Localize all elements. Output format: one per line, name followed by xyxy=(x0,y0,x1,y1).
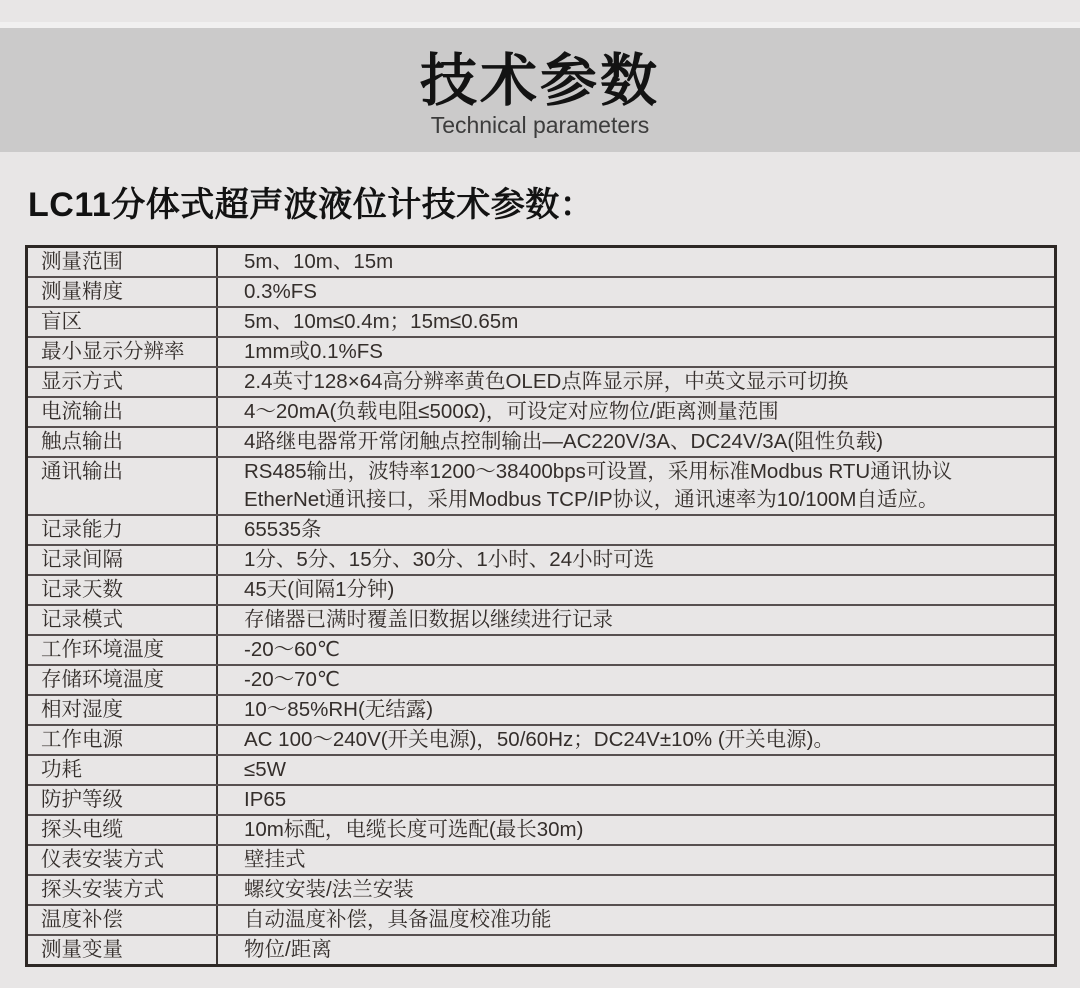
param-label: 功耗 xyxy=(41,758,82,781)
param-cell xyxy=(28,338,218,366)
page-subtitle: Technical parameters xyxy=(430,112,650,138)
param-cell xyxy=(28,756,218,784)
param-cell xyxy=(28,546,218,574)
param-label: 仪表安装方式 xyxy=(41,848,164,871)
table-row xyxy=(28,634,1054,664)
param-label: 防护等级 xyxy=(41,788,123,811)
param-label: 记录天数 xyxy=(41,578,123,601)
param-label: 盲区 xyxy=(41,310,82,333)
value-cell xyxy=(218,248,1054,276)
param-label: 工作环境温度 xyxy=(41,638,164,661)
param-label: 相对湿度 xyxy=(41,698,123,721)
param-cell xyxy=(28,696,218,724)
param-cell xyxy=(28,368,218,396)
value-text: 物位/距离 xyxy=(244,938,332,961)
table-row xyxy=(28,276,1054,306)
param-cell xyxy=(28,398,218,426)
page-title: 技术参数 xyxy=(420,49,660,113)
table-row xyxy=(28,336,1054,366)
value-text: 4路继电器常开常闭触点控制输出—AC220V/3A、DC24V/3A(阻性负载) xyxy=(244,430,884,453)
param-cell xyxy=(28,876,218,904)
param-cell xyxy=(28,636,218,664)
table-row xyxy=(28,306,1054,336)
value-cell xyxy=(218,606,1054,634)
param-label: 测量变量 xyxy=(41,938,123,961)
value-text: 1分、5分、15分、30分、1小时、24小时可选 xyxy=(244,548,655,571)
param-cell xyxy=(28,308,218,336)
table-row xyxy=(28,694,1054,724)
value-text: 存储器已满时覆盖旧数据以继续进行记录 xyxy=(244,608,613,631)
param-label: 记录间隔 xyxy=(41,548,123,571)
table-row xyxy=(28,724,1054,754)
param-label: 通讯输出 xyxy=(41,460,123,483)
value-cell xyxy=(218,696,1054,724)
value-text: 0.3%FS xyxy=(244,280,317,303)
param-cell xyxy=(28,576,218,604)
table-row xyxy=(28,574,1054,604)
param-label: 探头安装方式 xyxy=(41,878,164,901)
param-label: 最小显示分辨率 xyxy=(41,340,185,363)
param-cell xyxy=(28,606,218,634)
param-label: 探头电缆 xyxy=(41,818,123,841)
table-row xyxy=(28,934,1054,964)
spec-table xyxy=(25,245,1057,967)
value-text: 自动温度补偿，具备温度校准功能 xyxy=(244,908,552,931)
table-row xyxy=(28,366,1054,396)
param-label: 存储环境温度 xyxy=(41,668,164,691)
param-label: 触点输出 xyxy=(41,430,123,453)
value-cell xyxy=(218,516,1054,544)
value-cell xyxy=(218,756,1054,784)
value-cell xyxy=(218,876,1054,904)
param-label: 测量范围 xyxy=(41,250,123,273)
param-label: 温度补偿 xyxy=(41,908,123,931)
value-cell xyxy=(218,338,1054,366)
param-cell xyxy=(28,248,218,276)
param-label: 记录能力 xyxy=(41,518,123,541)
table-row xyxy=(28,426,1054,456)
value-cell xyxy=(218,576,1054,604)
value-text: 2.4英寸128×64高分辨率黄色OLED点阵显示屏，中英文显示可切换 xyxy=(244,370,849,393)
value-cell xyxy=(218,726,1054,754)
table-row xyxy=(28,604,1054,634)
value-text: IP65 xyxy=(244,788,287,811)
value-text: -20～70℃ xyxy=(244,668,340,691)
value-text: 5m、10m≤0.4m；15m≤0.65m xyxy=(244,310,519,333)
param-cell xyxy=(28,278,218,306)
value-cell xyxy=(218,636,1054,664)
param-cell xyxy=(28,458,218,514)
value-text: 1mm或0.1%FS xyxy=(244,340,383,363)
value-text: 10m标配，电缆长度可选配(最长30m) xyxy=(244,818,584,841)
value-text: RS485输出，波特率1200～38400bps可设置，采用标准Modbus RTU通讯协议 xyxy=(244,460,953,483)
value-text: 5m、10m、15m xyxy=(244,250,394,273)
param-cell xyxy=(28,516,218,544)
value-text: 45天(间隔1分钟) xyxy=(244,578,395,601)
param-cell xyxy=(28,666,218,694)
value-cell xyxy=(218,308,1054,336)
table-row xyxy=(28,456,1054,514)
table-row xyxy=(28,664,1054,694)
param-cell xyxy=(28,786,218,814)
param-label: 记录模式 xyxy=(41,608,123,631)
table-row xyxy=(28,754,1054,784)
table-row xyxy=(28,844,1054,874)
table-row xyxy=(28,904,1054,934)
table-row xyxy=(28,784,1054,814)
param-cell xyxy=(28,846,218,874)
param-label: 测量精度 xyxy=(41,280,123,303)
section-heading: LC11分体式超声波液位计技术参数： xyxy=(28,186,595,224)
value-cell xyxy=(218,368,1054,396)
table-row xyxy=(28,514,1054,544)
value-text: 壁挂式 xyxy=(244,848,306,871)
value-cell xyxy=(218,428,1054,456)
value-cell xyxy=(218,846,1054,874)
value-text: AC 100～240V(开关电源)，50/60Hz；DC24V±10% (开关电源)。 xyxy=(244,728,834,751)
value-cell xyxy=(218,666,1054,694)
value-text: 10～85%RH(无结露) xyxy=(244,698,434,721)
param-label: 电流输出 xyxy=(41,400,123,423)
param-label: 工作电源 xyxy=(41,728,123,751)
value-cell xyxy=(218,786,1054,814)
value-cell xyxy=(218,398,1054,426)
param-cell xyxy=(28,726,218,754)
value-text: EtherNet通讯接口，采用Modbus TCP/IP协议，通讯速率为10/100M自适应。 xyxy=(244,488,939,511)
param-cell xyxy=(28,816,218,844)
value-text: 4～20mA(负载电阻≤500Ω)，可设定对应物位/距离测量范围 xyxy=(244,400,779,423)
table-row xyxy=(28,874,1054,904)
param-cell xyxy=(28,906,218,934)
value-cell xyxy=(218,936,1054,964)
value-cell xyxy=(218,546,1054,574)
param-label: 显示方式 xyxy=(41,370,123,393)
value-cell xyxy=(218,278,1054,306)
value-cell xyxy=(218,816,1054,844)
param-cell xyxy=(28,936,218,964)
value-text: 螺纹安装/法兰安装 xyxy=(244,878,414,901)
value-text: ≤5W xyxy=(244,758,287,781)
table-row xyxy=(28,248,1054,276)
param-cell xyxy=(28,428,218,456)
value-cell xyxy=(218,906,1054,934)
title-band xyxy=(0,28,1080,152)
value-text: 65535条 xyxy=(244,518,322,541)
table-row xyxy=(28,814,1054,844)
value-text: -20～60℃ xyxy=(244,638,340,661)
table-row xyxy=(28,396,1054,426)
value-cell xyxy=(218,458,1054,514)
table-row xyxy=(28,544,1054,574)
